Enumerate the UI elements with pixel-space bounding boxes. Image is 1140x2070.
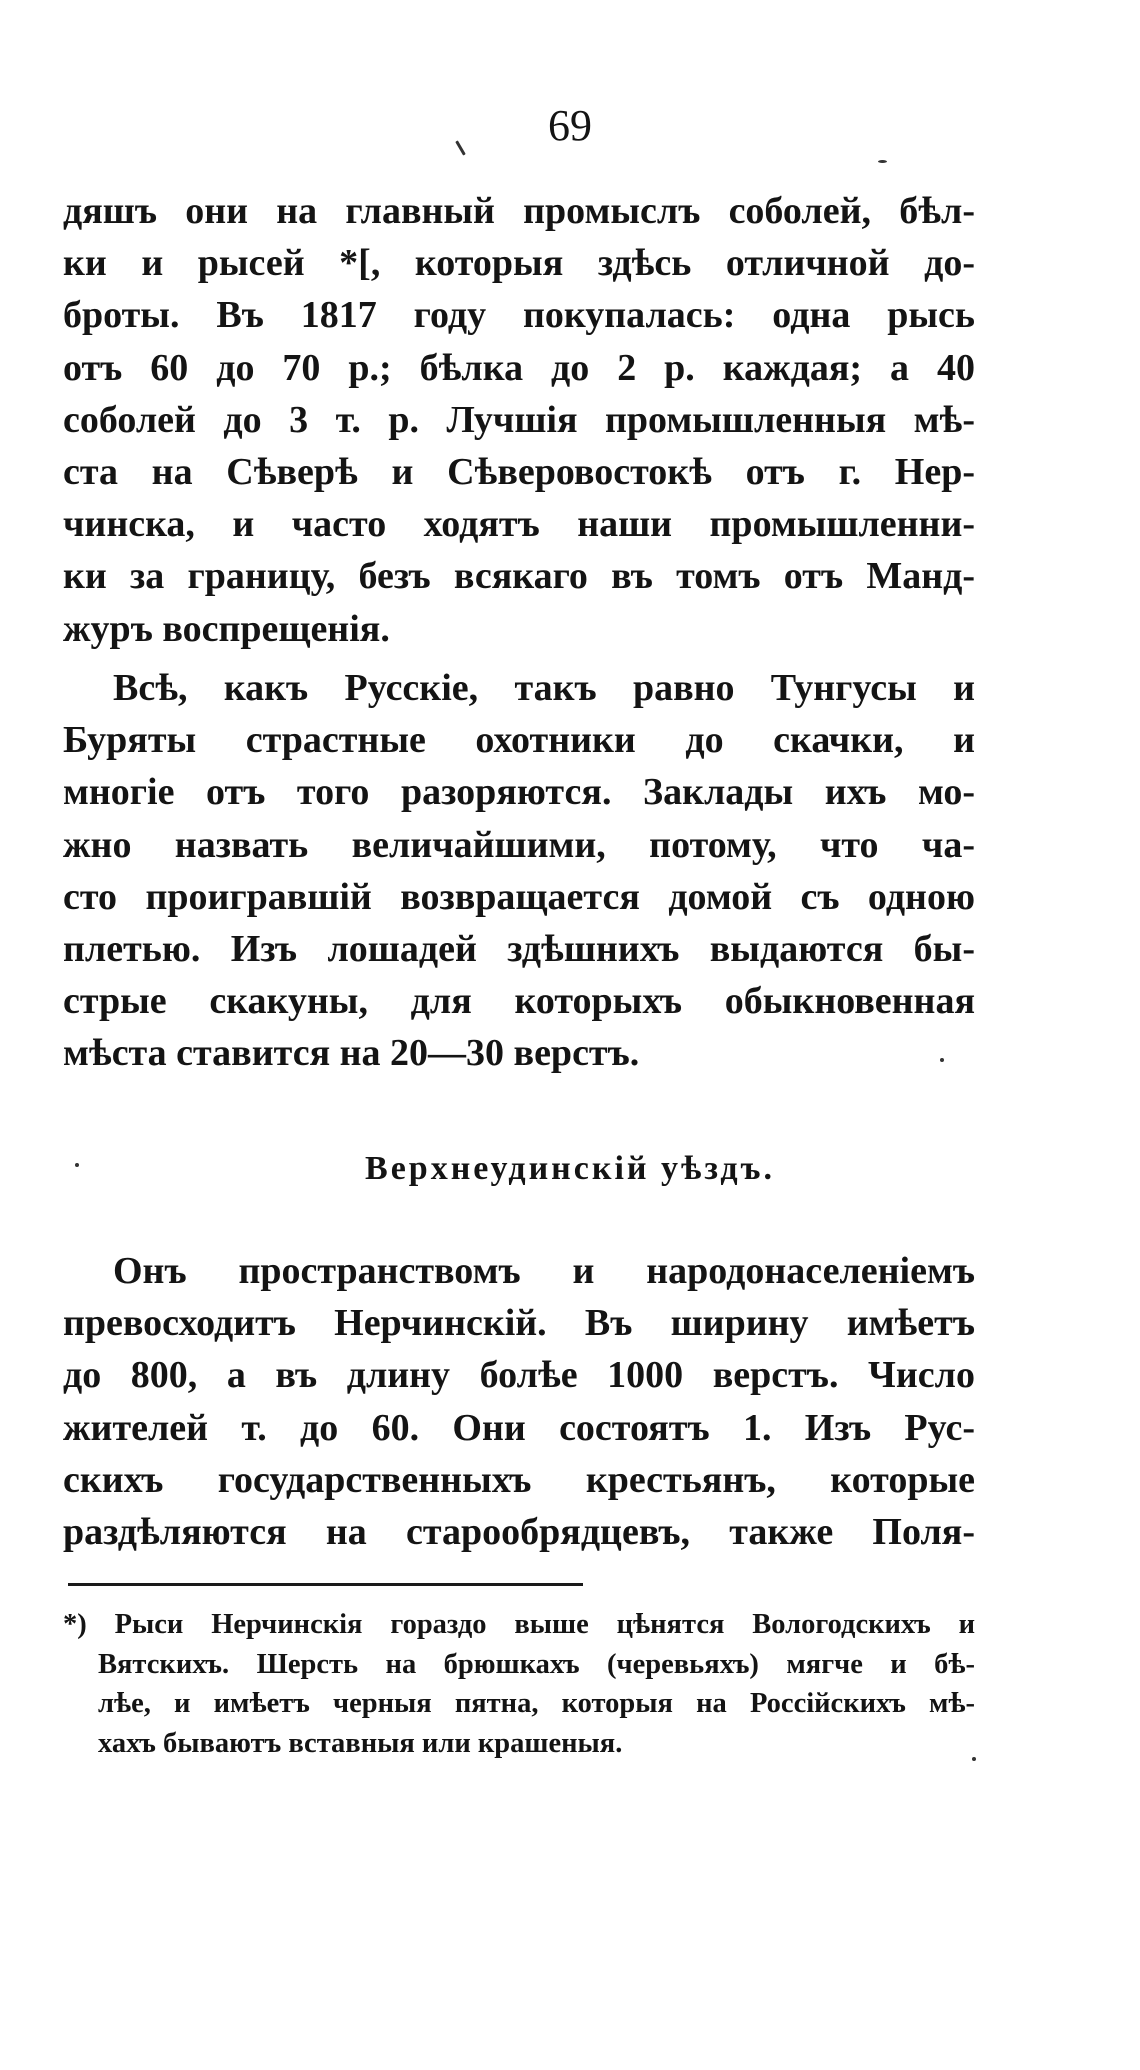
text-line: ки и рысей *[, которыя здѣсь отличной до- (63, 242, 975, 285)
text-line: скихъ государственныхъ крестьянъ, которые (63, 1458, 975, 1501)
ink-speck (75, 1163, 79, 1167)
footnote (63, 1605, 975, 1763)
footnote-line: *) Рыси Нерчинскія гораздо выше цѣнятся Вологодскихъ и (63, 1609, 975, 1640)
text-line: многіе отъ того разоряются. Заклады ихъ мо- (63, 771, 975, 814)
footnote-divider (68, 1583, 583, 1586)
page-number: 69 (548, 101, 592, 150)
footnote-line: лѣе, и имѣетъ черныя пятна, которыя на Россійскихъ мѣ- (98, 1688, 975, 1719)
text-line: броты. Въ 1817 году покупалась: одна рысь (63, 294, 975, 337)
paragraph-1 (63, 185, 975, 655)
text-line: до 800, а въ длину болѣе 1000 верстъ. Число (63, 1354, 975, 1397)
footnote-line: Вятскихъ. Шерсть на брюшкахъ (черевьяхъ) мягче и бѣ- (98, 1648, 975, 1680)
text-line: дяшъ они на главный промыслъ соболей, бѣл- (63, 190, 975, 232)
text-line: сто проигравшій возвращается домой съ одною (63, 875, 975, 918)
ink-speck (878, 160, 887, 163)
text-line: журъ воспрещенія. (63, 607, 390, 650)
text-line: ки за границу, безъ всякаго въ томъ отъ Манд- (63, 555, 975, 598)
text-line: ста на Сѣверѣ и Сѣверовостокѣ отъ г. Нер- (63, 451, 975, 494)
footnote-line: хахъ бываютъ вставныя или крашеныя. (98, 1727, 623, 1759)
text-line: жителей т. до 60. Они состоятъ 1. Изъ Рус- (63, 1406, 975, 1449)
text-line: Онъ пространствомъ и народонаселеніемъ (113, 1250, 975, 1292)
text-line: жно назвать величайшими, потому, что ча- (63, 823, 975, 866)
text-line: стрые скакуны, для которыхъ обыкновенная (63, 980, 975, 1023)
text-line: соболей до 3 т. р. Лучшія промышленныя мѣ- (63, 398, 975, 441)
text-line: Буряты страстные охотники до скачки, и (63, 719, 975, 762)
paragraph-3 (63, 1245, 975, 1558)
text-line: чинска, и часто ходятъ наши промышленни- (63, 503, 975, 546)
text-line: плетью. Изъ лошадей здѣшнихъ выдаются бы- (63, 928, 975, 971)
text-line: мѣста ставится на 20—30 верстъ. (63, 1032, 640, 1075)
ink-speck (972, 1757, 976, 1761)
text-line: отъ 60 до 70 р.; бѣлка до 2 р. каждая; а 40 (63, 346, 975, 389)
ink-speck (940, 1058, 944, 1062)
text-line: Всѣ, какъ Русскіе, такъ равно Тунгусы и (113, 667, 975, 709)
paragraph-2 (63, 662, 975, 1080)
text-line: превосходитъ Нерчинскій. Въ ширину имѣетъ (63, 1302, 975, 1345)
section-heading: Верхнеудинскій уѣздъ. (365, 1150, 775, 1187)
text-line: раздѣляются на старообрядцевъ, также Поля- (63, 1511, 975, 1554)
